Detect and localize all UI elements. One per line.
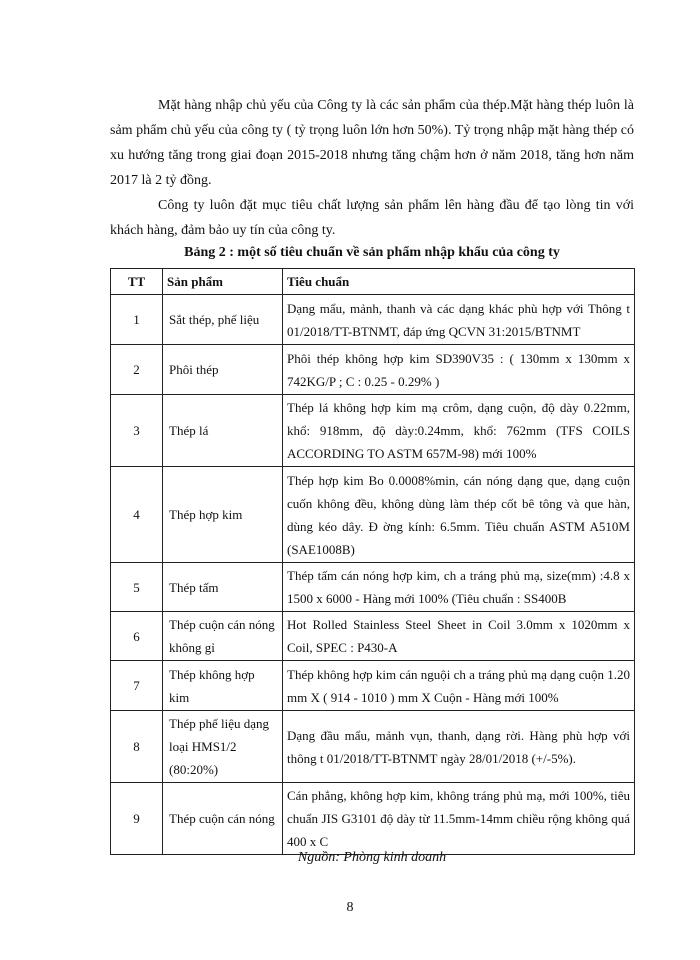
table-row bbox=[111, 395, 635, 467]
product-name: Phôi thép bbox=[163, 345, 283, 395]
table-caption: Bảng 2 : một số tiêu chuẩn về sản phẩm nhập khẩu của công ty bbox=[184, 245, 560, 260]
table-header-row bbox=[111, 269, 635, 295]
header-product: Sản phẩm bbox=[163, 269, 283, 295]
product-name: Thép phế liệu dạng loại HMS1/2 (80:20%) bbox=[163, 711, 283, 783]
row-number: 2 bbox=[111, 345, 163, 395]
product-standard: Dạng mẩu, mảnh, thanh và các dạng khác phù hợp với Thông t 01/2018/TT-BTNMT, đáp ứng QCVN 31:2015/BTNMT bbox=[283, 295, 635, 345]
header-tt: TT bbox=[111, 269, 163, 295]
table-row bbox=[111, 467, 635, 563]
table-row bbox=[111, 661, 635, 711]
paragraph-steel-import: Mặt hàng nhập chủ yếu của Công ty là các sản phẩm của thép.Mặt hàng thép luôn là sảm phẩm chủ yếu của công ty ( tỷ trọng luôn lớn hơn 50%). Tỷ trọng nhập mặt hàng thép có xu hướng tăng trong giai đoạn 2015-2018 nhưng tăng chậm hơn ở năm 2018, tăng hơn năm 2017 là 2 tỷ đồng. bbox=[110, 98, 634, 188]
table-row bbox=[111, 711, 635, 783]
table-row bbox=[111, 345, 635, 395]
product-standard: Phôi thép không hợp kim SD390V35 : ( 130mm x 130mm x 742KG/P ; C : 0.25 - 0.29% ) bbox=[283, 345, 635, 395]
product-standard: Thép hợp kim Bo 0.0008%min, cán nóng dạng que, dạng cuộn cuốn không đều, không dùng làm thép cốt bê tông và que hàn, dùng kéo dây. Đ ờng kính: 6.5mm. Tiêu chuẩn ASTM A510M (SAE1008B) bbox=[283, 467, 635, 563]
table-row bbox=[111, 783, 635, 855]
table-row bbox=[111, 563, 635, 612]
row-number: 8 bbox=[111, 711, 163, 783]
row-number: 6 bbox=[111, 612, 163, 661]
product-standard: Thép lá không hợp kim mạ crôm, dạng cuộn, độ dày 0.22mm, khổ: 918mm, độ dày:0.24mm, khổ: 762mm (TFS COILS ACCORDING TO ASTM 657M-98) mới 100% bbox=[283, 395, 635, 467]
row-number: 4 bbox=[111, 467, 163, 563]
row-number: 3 bbox=[111, 395, 163, 467]
product-standard: Thép không hợp kim cán nguội ch a tráng phủ mạ dạng cuộn 1.20 mm X ( 914 - 1010 ) mm X Cuộn - Hàng mới 100% bbox=[283, 661, 635, 711]
table-row bbox=[111, 612, 635, 661]
table-row bbox=[111, 295, 635, 345]
product-standard: Cán phẳng, không hợp kim, không tráng phủ mạ, mới 100%, tiêu chuẩn JIS G3101 độ dày từ 11.5mm-14mm chiều rộng không quá 400 x C bbox=[283, 783, 635, 855]
product-standard: Dạng đầu mẩu, mảnh vụn, thanh, dạng rời. Hàng phù hợp với thông t 01/2018/TT-BTNMT ngày 28/01/2018 (+/-5%). bbox=[283, 711, 635, 783]
product-name: Thép cuộn cán nóng bbox=[163, 783, 283, 855]
product-name: Thép tấm bbox=[163, 563, 283, 612]
product-name: Thép lá bbox=[163, 395, 283, 467]
product-standard: Thép tấm cán nóng hợp kim, ch a tráng phủ mạ, size(mm) :4.8 x 1500 x 6000 - Hàng mới 100% (Tiêu chuẩn : SS400B bbox=[283, 563, 635, 612]
product-name: Thép hợp kim bbox=[163, 467, 283, 563]
product-name: Thép cuộn cán nóng không gỉ bbox=[163, 612, 283, 661]
row-number: 5 bbox=[111, 563, 163, 612]
paragraph-quality-goal: Công ty luôn đặt mục tiêu chất lượng sản phẩm lên hàng đầu để tạo lòng tin với khách hàng, đảm bảo uy tín của công ty. bbox=[110, 198, 634, 238]
product-name: Sắt thép, phế liệu bbox=[163, 295, 283, 345]
row-number: 1 bbox=[111, 295, 163, 345]
header-standard: Tiêu chuẩn bbox=[283, 269, 635, 295]
row-number: 9 bbox=[111, 783, 163, 855]
standards-table bbox=[110, 268, 635, 855]
table-source-note: Nguồn: Phòng kinh doanh bbox=[297, 850, 447, 865]
row-number: 7 bbox=[111, 661, 163, 711]
product-name: Thép không hợp kim bbox=[163, 661, 283, 711]
page-number: 8 bbox=[346, 900, 354, 915]
product-standard: Hot Rolled Stainless Steel Sheet in Coil 3.0mm x 1020mm x Coil, SPEC : P430-A bbox=[283, 612, 635, 661]
